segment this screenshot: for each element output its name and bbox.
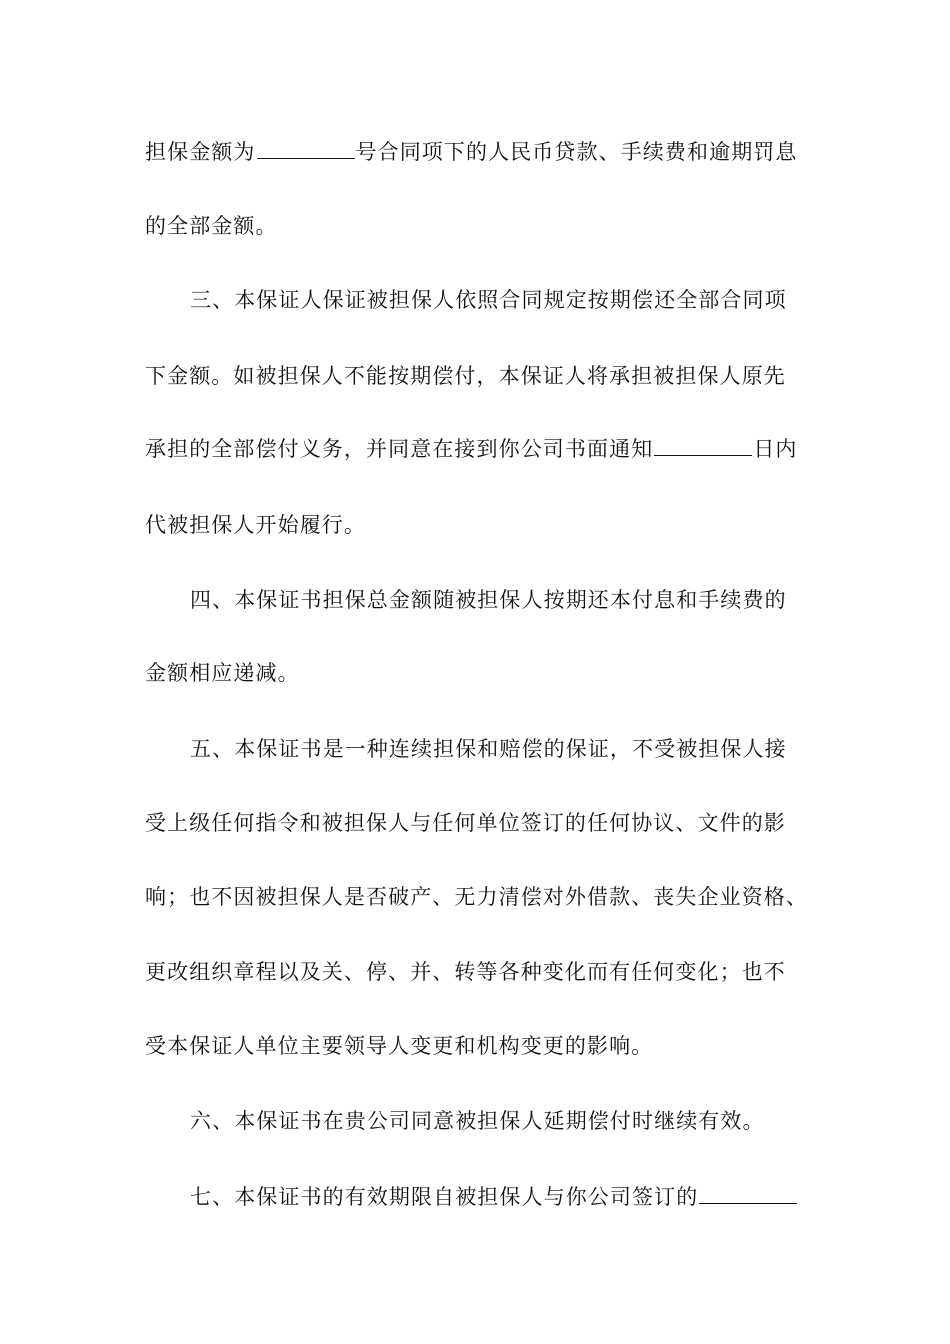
text-line (145, 1031, 815, 1061)
text-line (145, 434, 815, 464)
text-segment: 更改组织章程以及关、停、并、转等各种变化而有任何变化；也不 (145, 960, 786, 984)
fill-in-blank (257, 137, 355, 159)
paragraph-4-start (190, 585, 860, 615)
paragraph-6-start (190, 1106, 860, 1136)
fill-in-blank (654, 434, 752, 456)
text-segment: 代被担保人开始履行。 (145, 513, 366, 537)
paragraph-7-start (190, 1182, 860, 1212)
text-segment: 的全部金额。 (145, 214, 278, 238)
text-line (145, 510, 815, 540)
text-segment: 下金额。如被担保人不能按期偿付，本保证人将承担被担保人原先 (145, 364, 786, 388)
text-segment: 三、本保证人保证被担保人依照合同规定按期偿还全部合同项 (190, 288, 787, 312)
text-segment: 担保金额为 (145, 140, 256, 164)
text-line (145, 882, 815, 912)
text-segment: 承担的全部偿付义务，并同意在接到你公司书面通知 (145, 437, 654, 461)
text-segment: 号合同项下的人民币贷款、手续费和逾期罚息 (355, 140, 798, 164)
fill-in-blank (699, 1182, 797, 1204)
text-line (145, 957, 815, 987)
paragraph-3-start (190, 285, 860, 315)
text-segment: 金额相应递减。 (145, 661, 300, 685)
paragraph-5-start (190, 734, 860, 764)
text-line (145, 137, 815, 167)
text-line (145, 658, 815, 688)
text-segment: 响；也不因被担保人是否破产、无力清偿对外借款、丧失企业资格、 (145, 885, 808, 909)
text-line (145, 361, 815, 391)
text-segment: 七、本保证书的有效期限自被担保人与你公司签订的 (190, 1185, 699, 1209)
text-segment: 受上级任何指令和被担保人与任何单位签订的任何协议、文件的影 (145, 811, 786, 835)
text-line (145, 808, 815, 838)
text-segment: 五、本保证书是一种连续担保和赔偿的保证，不受被担保人接 (190, 737, 787, 761)
text-segment: 受本保证人单位主要领导人变更和机构变更的影响。 (145, 1034, 654, 1058)
text-line (145, 211, 815, 241)
text-segment: 日内 (753, 437, 798, 461)
text-segment: 六、本保证书在贵公司同意被担保人延期偿付时继续有效。 (190, 1109, 765, 1133)
text-segment: 四、本保证书担保总金额随被担保人按期还本付息和手续费的 (190, 588, 787, 612)
